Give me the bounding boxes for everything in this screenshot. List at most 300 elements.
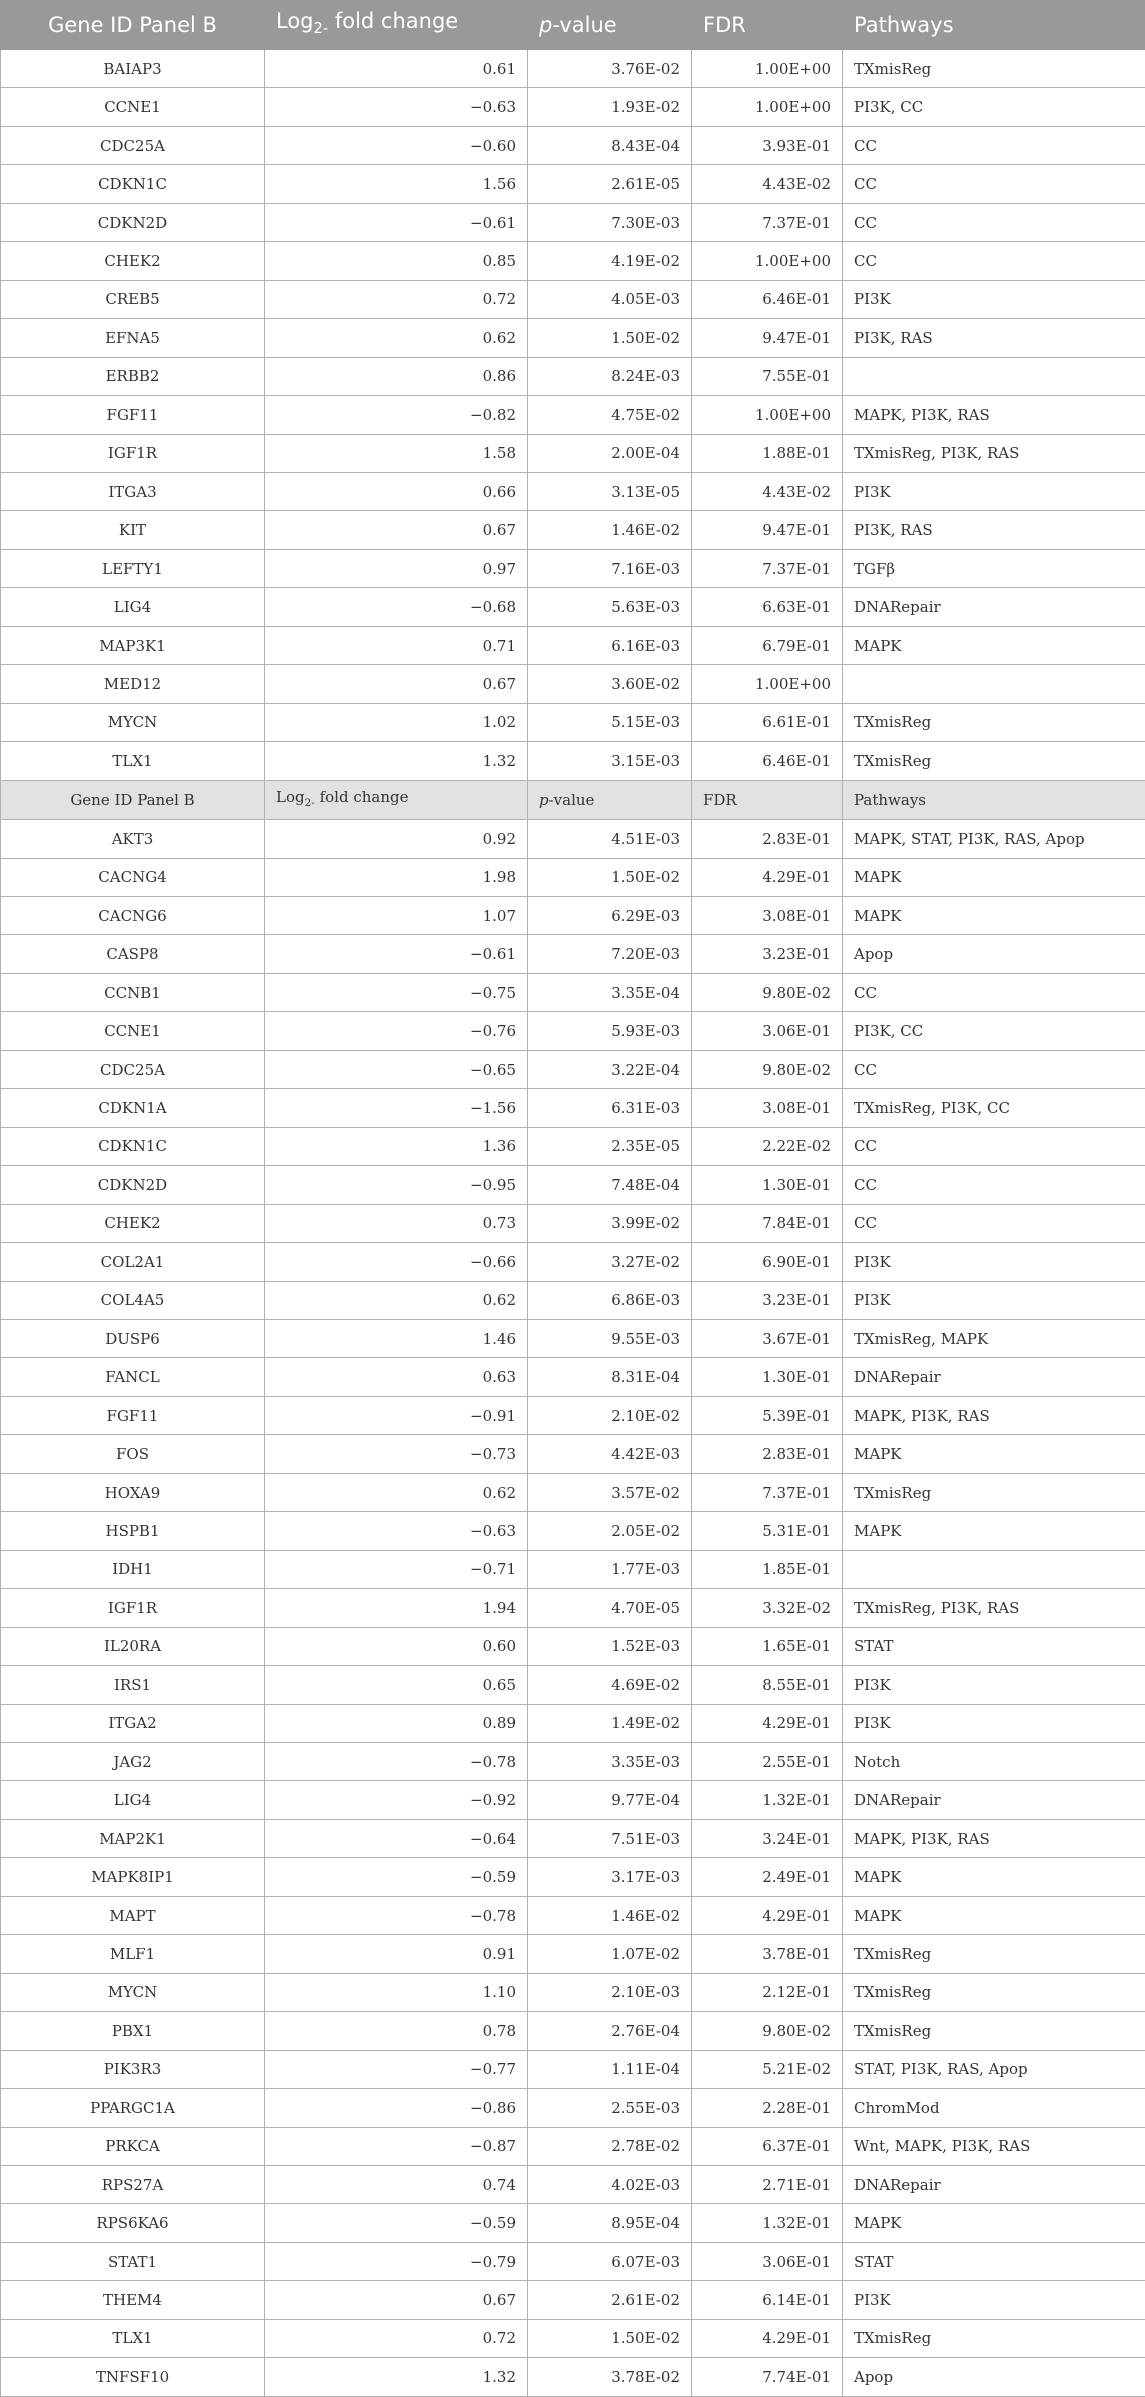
log2-subscript: 2- xyxy=(313,20,329,38)
cell-p-value: 1.50E-02 xyxy=(528,858,692,896)
cell-log2-fold-change: 1.94 xyxy=(265,1589,528,1627)
cell-gene: JAG2 xyxy=(1,1742,265,1780)
cell-pathways: DNARepair xyxy=(843,1358,1145,1396)
cell-p-value: 3.35E-04 xyxy=(528,973,692,1011)
cell-p-value: 8.24E-03 xyxy=(528,357,692,395)
table-row xyxy=(1,2089,1145,2127)
cell-p-value: 1.46E-02 xyxy=(528,511,692,549)
cell-gene: BAIAP3 xyxy=(1,50,265,88)
cell-gene: CACNG4 xyxy=(1,858,265,896)
table-row xyxy=(1,2358,1145,2397)
cell-p-value: 3.13E-05 xyxy=(528,472,692,510)
cell-log2-fold-change: 0.67 xyxy=(265,511,528,549)
cell-gene: DUSP6 xyxy=(1,1319,265,1357)
cell-fdr: 4.29E-01 xyxy=(692,1704,843,1742)
header-row xyxy=(1,1,1145,50)
cell-fdr: 6.14E-01 xyxy=(692,2281,843,2319)
cell-fdr: 1.30E-01 xyxy=(692,1358,843,1396)
cell-fdr: 3.93E-01 xyxy=(692,126,843,164)
cell-p-value: 6.16E-03 xyxy=(528,626,692,664)
cell-gene: THEM4 xyxy=(1,2281,265,2319)
table-row xyxy=(1,2242,1145,2280)
cell-p-value: 3.15E-03 xyxy=(528,742,692,780)
cell-p-value: 4.75E-02 xyxy=(528,396,692,434)
cell-log2-fold-change: 1.32 xyxy=(265,2358,528,2397)
cell-log2-fold-change: −0.59 xyxy=(265,2204,528,2242)
subheader-fdr: FDR xyxy=(692,780,843,819)
cell-gene: RPS6KA6 xyxy=(1,2204,265,2242)
table-row xyxy=(1,88,1145,126)
cell-log2-fold-change: 0.86 xyxy=(265,357,528,395)
cell-fdr: 4.43E-02 xyxy=(692,165,843,203)
cell-fdr: 3.78E-01 xyxy=(692,1935,843,1973)
table-row xyxy=(1,973,1145,1011)
cell-log2-fold-change: 1.36 xyxy=(265,1127,528,1165)
p-suffix: -value xyxy=(548,790,595,809)
cell-fdr: 2.83E-01 xyxy=(692,820,843,858)
table-row xyxy=(1,897,1145,935)
cell-log2-fold-change: 0.91 xyxy=(265,1935,528,1973)
cell-gene: FANCL xyxy=(1,1358,265,1396)
cell-fdr: 7.84E-01 xyxy=(692,1204,843,1242)
log2-subscript: 2- xyxy=(304,796,315,809)
table-row xyxy=(1,1050,1145,1088)
cell-pathways: Apop xyxy=(843,2358,1145,2397)
cell-pathways: DNARepair xyxy=(843,1781,1145,1819)
cell-fdr: 3.23E-01 xyxy=(692,1281,843,1319)
cell-fdr: 3.67E-01 xyxy=(692,1319,843,1357)
cell-pathways: CC xyxy=(843,973,1145,1011)
cell-fdr: 1.00E+00 xyxy=(692,50,843,88)
cell-fdr: 3.23E-01 xyxy=(692,935,843,973)
cell-p-value: 4.70E-05 xyxy=(528,1589,692,1627)
cell-log2-fold-change: 1.07 xyxy=(265,897,528,935)
cell-p-value: 9.77E-04 xyxy=(528,1781,692,1819)
p-suffix: -value xyxy=(552,13,617,37)
table-row xyxy=(1,126,1145,164)
cell-fdr: 2.28E-01 xyxy=(692,2089,843,2127)
cell-log2-fold-change: 0.62 xyxy=(265,1473,528,1511)
cell-p-value: 9.55E-03 xyxy=(528,1319,692,1357)
subheader-log2-fold-change xyxy=(265,780,528,819)
cell-log2-fold-change: −0.75 xyxy=(265,973,528,1011)
cell-fdr: 4.43E-02 xyxy=(692,472,843,510)
cell-gene: CREB5 xyxy=(1,280,265,318)
cell-log2-fold-change: 1.02 xyxy=(265,703,528,741)
cell-log2-fold-change: 1.46 xyxy=(265,1319,528,1357)
cell-gene: HOXA9 xyxy=(1,1473,265,1511)
cell-gene: FOS xyxy=(1,1435,265,1473)
table-row xyxy=(1,357,1145,395)
cell-pathways: MAPK xyxy=(843,2204,1145,2242)
cell-pathways: PI3K xyxy=(843,280,1145,318)
header-fdr: FDR xyxy=(692,1,843,50)
cell-pathways: PI3K xyxy=(843,1281,1145,1319)
cell-pathways: PI3K, RAS xyxy=(843,511,1145,549)
cell-gene: MAPT xyxy=(1,1896,265,1934)
cell-fdr: 1.00E+00 xyxy=(692,88,843,126)
cell-gene: CACNG6 xyxy=(1,897,265,935)
cell-fdr: 2.55E-01 xyxy=(692,1742,843,1780)
cell-pathways: PI3K xyxy=(843,1666,1145,1704)
cell-log2-fold-change: −0.64 xyxy=(265,1819,528,1857)
cell-gene: FGF11 xyxy=(1,396,265,434)
table-row xyxy=(1,1896,1145,1934)
cell-pathways xyxy=(843,1550,1145,1588)
cell-fdr: 7.37E-01 xyxy=(692,203,843,241)
cell-p-value: 8.95E-04 xyxy=(528,2204,692,2242)
table-row xyxy=(1,1435,1145,1473)
cell-fdr: 1.00E+00 xyxy=(692,242,843,280)
cell-p-value: 3.99E-02 xyxy=(528,1204,692,1242)
cell-gene: PIK3R3 xyxy=(1,2050,265,2088)
cell-gene: CDKN1C xyxy=(1,165,265,203)
cell-gene: LIG4 xyxy=(1,1781,265,1819)
table-row xyxy=(1,1819,1145,1857)
cell-log2-fold-change: 0.65 xyxy=(265,1666,528,1704)
cell-fdr: 6.79E-01 xyxy=(692,626,843,664)
cell-fdr: 6.46E-01 xyxy=(692,280,843,318)
cell-log2-fold-change: −0.86 xyxy=(265,2089,528,2127)
cell-gene: LIG4 xyxy=(1,588,265,626)
cell-p-value: 7.20E-03 xyxy=(528,935,692,973)
cell-fdr: 6.61E-01 xyxy=(692,703,843,741)
cell-log2-fold-change: −0.78 xyxy=(265,1896,528,1934)
table-row xyxy=(1,1666,1145,1704)
table-row xyxy=(1,1858,1145,1896)
cell-pathways: MAPK xyxy=(843,1896,1145,1934)
cell-gene: TLX1 xyxy=(1,742,265,780)
table-row xyxy=(1,472,1145,510)
cell-p-value: 3.78E-02 xyxy=(528,2358,692,2397)
cell-fdr: 3.06E-01 xyxy=(692,2242,843,2280)
table-row xyxy=(1,1973,1145,2011)
cell-gene: COL2A1 xyxy=(1,1243,265,1281)
cell-gene: MAP2K1 xyxy=(1,1819,265,1857)
cell-p-value: 3.76E-02 xyxy=(528,50,692,88)
cell-fdr: 2.83E-01 xyxy=(692,1435,843,1473)
cell-pathways: STAT, PI3K, RAS, Apop xyxy=(843,2050,1145,2088)
cell-p-value: 4.69E-02 xyxy=(528,1666,692,1704)
table-row xyxy=(1,2050,1145,2088)
table-row xyxy=(1,1473,1145,1511)
table-row xyxy=(1,1243,1145,1281)
cell-p-value: 1.11E-04 xyxy=(528,2050,692,2088)
cell-p-value: 5.15E-03 xyxy=(528,703,692,741)
table-row xyxy=(1,319,1145,357)
cell-log2-fold-change: −0.79 xyxy=(265,2242,528,2280)
cell-p-value: 3.22E-04 xyxy=(528,1050,692,1088)
cell-p-value: 3.35E-03 xyxy=(528,1742,692,1780)
cell-fdr: 7.37E-01 xyxy=(692,1473,843,1511)
cell-pathways: CC xyxy=(843,242,1145,280)
cell-pathways: MAPK, PI3K, RAS xyxy=(843,1396,1145,1434)
cell-fdr: 1.32E-01 xyxy=(692,1781,843,1819)
subheader-gene-id: Gene ID Panel B xyxy=(1,780,265,819)
cell-pathways: TXmisReg xyxy=(843,2319,1145,2357)
cell-pathways: TXmisReg xyxy=(843,1473,1145,1511)
cell-gene: COL4A5 xyxy=(1,1281,265,1319)
cell-p-value: 7.51E-03 xyxy=(528,1819,692,1857)
table-row xyxy=(1,1627,1145,1665)
cell-gene: CDKN1C xyxy=(1,1127,265,1165)
cell-log2-fold-change: 0.66 xyxy=(265,472,528,510)
cell-pathways xyxy=(843,665,1145,703)
cell-pathways: MAPK xyxy=(843,1512,1145,1550)
table-row xyxy=(1,1781,1145,1819)
cell-gene: CCNB1 xyxy=(1,973,265,1011)
table-row xyxy=(1,1204,1145,1242)
cell-gene: CDC25A xyxy=(1,1050,265,1088)
log2-suffix: fold change xyxy=(314,787,409,806)
cell-p-value: 1.07E-02 xyxy=(528,1935,692,1973)
cell-p-value: 4.05E-03 xyxy=(528,280,692,318)
cell-log2-fold-change: 0.85 xyxy=(265,242,528,280)
table-row xyxy=(1,280,1145,318)
cell-pathways: STAT xyxy=(843,1627,1145,1665)
cell-gene: CHEK2 xyxy=(1,242,265,280)
cell-p-value: 5.93E-03 xyxy=(528,1012,692,1050)
table-row xyxy=(1,2165,1145,2203)
cell-fdr: 1.00E+00 xyxy=(692,665,843,703)
cell-gene: MLF1 xyxy=(1,1935,265,1973)
cell-log2-fold-change: 0.97 xyxy=(265,549,528,587)
cell-p-value: 2.61E-02 xyxy=(528,2281,692,2319)
table-row xyxy=(1,1127,1145,1165)
cell-gene: PRKCA xyxy=(1,2127,265,2165)
table-row xyxy=(1,858,1145,896)
cell-pathways: PI3K, CC xyxy=(843,88,1145,126)
cell-p-value: 4.19E-02 xyxy=(528,242,692,280)
table-row xyxy=(1,1166,1145,1204)
table-row xyxy=(1,2319,1145,2357)
cell-p-value: 4.02E-03 xyxy=(528,2165,692,2203)
cell-gene: FGF11 xyxy=(1,1396,265,1434)
cell-log2-fold-change: −0.61 xyxy=(265,203,528,241)
table-row xyxy=(1,50,1145,88)
cell-p-value: 1.93E-02 xyxy=(528,88,692,126)
cell-gene: IL20RA xyxy=(1,1627,265,1665)
cell-fdr: 2.49E-01 xyxy=(692,1858,843,1896)
table-header xyxy=(1,1,1145,50)
cell-fdr: 3.08E-01 xyxy=(692,897,843,935)
cell-gene: CDKN1A xyxy=(1,1089,265,1127)
cell-log2-fold-change: −0.63 xyxy=(265,88,528,126)
table-row xyxy=(1,1550,1145,1588)
cell-pathways: TGFβ xyxy=(843,549,1145,587)
cell-p-value: 3.57E-02 xyxy=(528,1473,692,1511)
cell-pathways: MAPK xyxy=(843,1858,1145,1896)
cell-log2-fold-change: 0.62 xyxy=(265,319,528,357)
cell-p-value: 6.31E-03 xyxy=(528,1089,692,1127)
cell-fdr: 9.47E-01 xyxy=(692,511,843,549)
cell-log2-fold-change: 1.32 xyxy=(265,742,528,780)
log2-prefix: Log xyxy=(276,787,305,806)
table-row xyxy=(1,1012,1145,1050)
cell-gene: IRS1 xyxy=(1,1666,265,1704)
table-row xyxy=(1,1396,1145,1434)
cell-gene: CCNE1 xyxy=(1,88,265,126)
cell-p-value: 3.27E-02 xyxy=(528,1243,692,1281)
cell-log2-fold-change: −0.92 xyxy=(265,1781,528,1819)
cell-gene: CCNE1 xyxy=(1,1012,265,1050)
cell-pathways: CC xyxy=(843,1050,1145,1088)
cell-pathways: MAPK, PI3K, RAS xyxy=(843,1819,1145,1857)
cell-fdr: 1.00E+00 xyxy=(692,396,843,434)
cell-gene: MAPK8IP1 xyxy=(1,1858,265,1896)
cell-fdr: 7.37E-01 xyxy=(692,549,843,587)
cell-p-value: 7.30E-03 xyxy=(528,203,692,241)
cell-pathways: CC xyxy=(843,203,1145,241)
cell-log2-fold-change: 0.60 xyxy=(265,1627,528,1665)
cell-pathways: PI3K xyxy=(843,2281,1145,2319)
cell-p-value: 5.63E-03 xyxy=(528,588,692,626)
cell-p-value: 2.00E-04 xyxy=(528,434,692,472)
table-row xyxy=(1,511,1145,549)
cell-log2-fold-change: −1.56 xyxy=(265,1089,528,1127)
cell-pathways: DNARepair xyxy=(843,588,1145,626)
cell-p-value: 1.77E-03 xyxy=(528,1550,692,1588)
cell-log2-fold-change: 0.67 xyxy=(265,665,528,703)
cell-gene: CHEK2 xyxy=(1,1204,265,1242)
header-pathways: Pathways xyxy=(843,1,1145,50)
cell-pathways: TXmisReg, PI3K, RAS xyxy=(843,1589,1145,1627)
cell-log2-fold-change: 0.71 xyxy=(265,626,528,664)
cell-pathways: CC xyxy=(843,165,1145,203)
cell-gene: IGF1R xyxy=(1,1589,265,1627)
cell-pathways: ChromMod xyxy=(843,2089,1145,2127)
cell-p-value: 2.10E-03 xyxy=(528,1973,692,2011)
cell-log2-fold-change: −0.71 xyxy=(265,1550,528,1588)
cell-fdr: 7.55E-01 xyxy=(692,357,843,395)
cell-pathways: MAPK, PI3K, RAS xyxy=(843,396,1145,434)
cell-gene: MYCN xyxy=(1,1973,265,2011)
cell-log2-fold-change: 0.92 xyxy=(265,820,528,858)
cell-p-value: 6.07E-03 xyxy=(528,2242,692,2280)
cell-log2-fold-change: −0.87 xyxy=(265,2127,528,2165)
cell-pathways: TXmisReg, MAPK xyxy=(843,1319,1145,1357)
cell-pathways: CC xyxy=(843,1204,1145,1242)
cell-pathways: PI3K, RAS xyxy=(843,319,1145,357)
cell-pathways: TXmisReg xyxy=(843,2012,1145,2050)
cell-pathways: PI3K, CC xyxy=(843,1012,1145,1050)
cell-log2-fold-change: −0.61 xyxy=(265,935,528,973)
cell-fdr: 6.90E-01 xyxy=(692,1243,843,1281)
cell-log2-fold-change: 1.56 xyxy=(265,165,528,203)
table-row xyxy=(1,1358,1145,1396)
cell-fdr: 1.32E-01 xyxy=(692,2204,843,2242)
header-p-value xyxy=(528,1,692,50)
cell-p-value: 7.16E-03 xyxy=(528,549,692,587)
cell-fdr: 7.74E-01 xyxy=(692,2358,843,2397)
cell-gene: RPS27A xyxy=(1,2165,265,2203)
cell-fdr: 2.12E-01 xyxy=(692,1973,843,2011)
cell-gene: ITGA3 xyxy=(1,472,265,510)
cell-pathways: DNARepair xyxy=(843,2165,1145,2203)
cell-p-value: 2.78E-02 xyxy=(528,2127,692,2165)
cell-gene: CASP8 xyxy=(1,935,265,973)
table-row xyxy=(1,549,1145,587)
table-row xyxy=(1,396,1145,434)
cell-gene: MAP3K1 xyxy=(1,626,265,664)
cell-pathways: Notch xyxy=(843,1742,1145,1780)
table-row xyxy=(1,2012,1145,2050)
cell-pathways: TXmisReg xyxy=(843,703,1145,741)
cell-p-value: 6.29E-03 xyxy=(528,897,692,935)
cell-gene: HSPB1 xyxy=(1,1512,265,1550)
cell-fdr: 9.80E-02 xyxy=(692,973,843,1011)
cell-p-value: 2.55E-03 xyxy=(528,2089,692,2127)
cell-fdr: 6.63E-01 xyxy=(692,588,843,626)
table-row xyxy=(1,1589,1145,1627)
cell-fdr: 6.37E-01 xyxy=(692,2127,843,2165)
cell-p-value: 3.60E-02 xyxy=(528,665,692,703)
cell-p-value: 1.50E-02 xyxy=(528,319,692,357)
cell-log2-fold-change: −0.63 xyxy=(265,1512,528,1550)
cell-pathways: MAPK xyxy=(843,1435,1145,1473)
cell-p-value: 2.35E-05 xyxy=(528,1127,692,1165)
table-row xyxy=(1,242,1145,280)
cell-pathways: PI3K xyxy=(843,1704,1145,1742)
cell-pathways: CC xyxy=(843,1127,1145,1165)
cell-fdr: 3.06E-01 xyxy=(692,1012,843,1050)
log2-suffix: fold change xyxy=(328,8,459,33)
cell-gene: LEFTY1 xyxy=(1,549,265,587)
cell-log2-fold-change: −0.91 xyxy=(265,1396,528,1434)
table-row xyxy=(1,1512,1145,1550)
subheader-row xyxy=(1,780,1145,819)
cell-gene: STAT1 xyxy=(1,2242,265,2280)
cell-fdr: 5.31E-01 xyxy=(692,1512,843,1550)
table-row xyxy=(1,1935,1145,1973)
cell-log2-fold-change: −0.65 xyxy=(265,1050,528,1088)
cell-log2-fold-change: −0.60 xyxy=(265,126,528,164)
cell-fdr: 5.21E-02 xyxy=(692,2050,843,2088)
table-row xyxy=(1,742,1145,780)
cell-fdr: 3.08E-01 xyxy=(692,1089,843,1127)
cell-fdr: 3.24E-01 xyxy=(692,1819,843,1857)
table-row xyxy=(1,1742,1145,1780)
cell-fdr: 4.29E-01 xyxy=(692,2319,843,2357)
cell-gene: AKT3 xyxy=(1,820,265,858)
cell-gene: PPARGC1A xyxy=(1,2089,265,2127)
cell-fdr: 9.80E-02 xyxy=(692,2012,843,2050)
table-row xyxy=(1,2281,1145,2319)
table-row xyxy=(1,1704,1145,1742)
cell-pathways: Apop xyxy=(843,935,1145,973)
cell-fdr: 6.46E-01 xyxy=(692,742,843,780)
cell-p-value: 2.76E-04 xyxy=(528,2012,692,2050)
cell-log2-fold-change: 1.58 xyxy=(265,434,528,472)
cell-pathways: STAT xyxy=(843,2242,1145,2280)
cell-fdr: 1.88E-01 xyxy=(692,434,843,472)
table-row xyxy=(1,626,1145,664)
cell-p-value: 1.46E-02 xyxy=(528,1896,692,1934)
cell-log2-fold-change: 0.78 xyxy=(265,2012,528,2050)
cell-fdr: 8.55E-01 xyxy=(692,1666,843,1704)
cell-gene: ERBB2 xyxy=(1,357,265,395)
subheader-pathways: Pathways xyxy=(843,780,1145,819)
cell-gene: KIT xyxy=(1,511,265,549)
table-row xyxy=(1,665,1145,703)
cell-p-value: 2.05E-02 xyxy=(528,1512,692,1550)
cell-p-value: 1.52E-03 xyxy=(528,1627,692,1665)
table-row xyxy=(1,2204,1145,2242)
cell-log2-fold-change: −0.95 xyxy=(265,1166,528,1204)
cell-gene: EFNA5 xyxy=(1,319,265,357)
cell-fdr: 1.85E-01 xyxy=(692,1550,843,1588)
cell-log2-fold-change: 0.63 xyxy=(265,1358,528,1396)
